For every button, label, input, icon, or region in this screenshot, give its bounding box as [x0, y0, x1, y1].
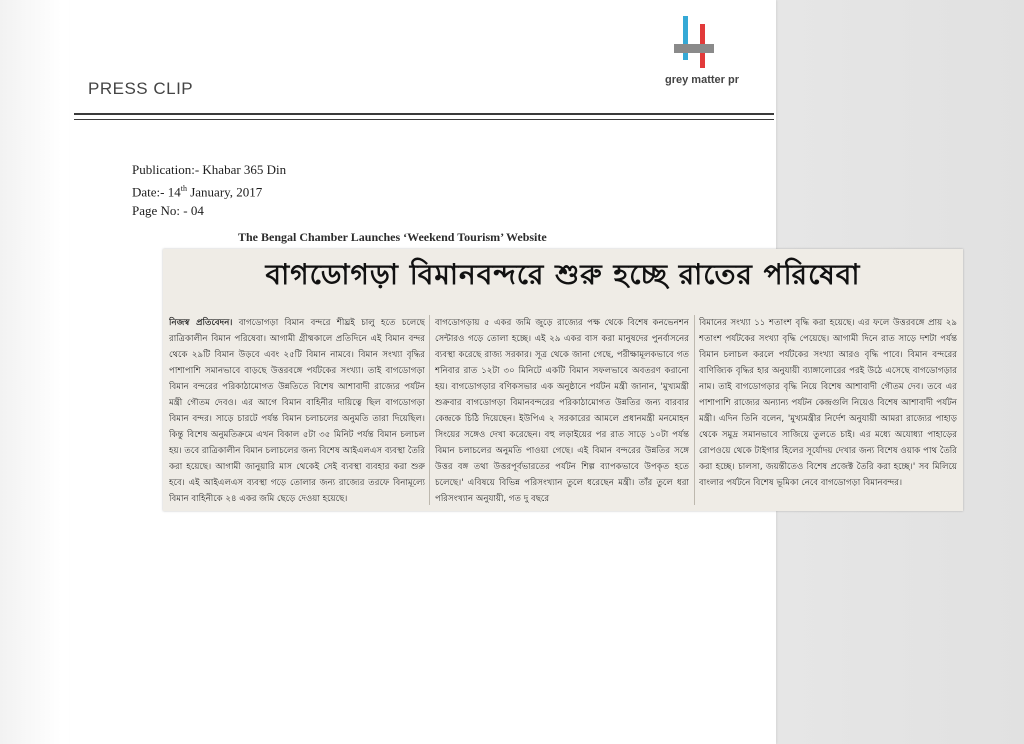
date-ordinal: th — [180, 184, 187, 193]
clip-metadata — [132, 160, 286, 220]
article-column-1-text: বাগডোগড়া বিমান বন্দরে শীঘ্রই চালু হতে চলেছে রাত্রিকালীন বিমান পরিষেবা। আগামী গ্রীষ্মকালে প্রতিদিনে এই বিমান বন্দর থেকে ২৯টি বিমান উড়বে এবং ২৫টি বিমান নামবে। বিমান সংখ্যা বৃদ্ধির পাশাপাশি সমানভাবে বাড়ছে উত্তরবঙ্গে পর্যটকের সংখ্যা। তাই বাগডোগড়া বিমান বন্দরের পরিকাঠামোগত উন্নতিতে বিশেষ আশাবাদী রাজ্যের পর্যটন মন্ত্রী গৌতম দেবও। এর আগে বিমান বাহিনীর দায়িত্বে ছিল বাগডোগড়া বিমান বন্দর। সাড়ে চারটে পর্যন্ত বিমান চলাচলের অনুমতি তারা দিয়েছিল। কিন্তু বিশেষ অনুমতিক্রমে এখন বিকাল ৫টা ৩৫ মিনিট পর্যন্ত বিমান চলাচল হয়। তবে রাত্রিকালীন বিমান চলাচলের জন্য বিশেষ আইএলএস ব্যবস্থা তৈরি করা হয়েছে। আগামী জানুয়ারি মাস থেকেই সেই ব্যবস্থা ব্যবহার করা শুরু হবে। এই আইএলএস ব্যবস্থা গড়ে তোলার জন্য রাজ্যের তরফে বিনামূল্যে বিমান বাহিনীকে ২৪ একর জমি ছেড়ে দেওয়া হয়েছে। — [169, 318, 425, 504]
page-number-line: Page No: - 04 — [132, 203, 204, 219]
header-rule-thin — [74, 119, 774, 120]
date-suffix: January, 2017 — [186, 184, 263, 200]
column-divider — [694, 315, 695, 505]
date-line — [132, 179, 286, 201]
english-headline: The Bengal Chamber Launches ‘Weekend Tourism’ Website — [238, 230, 547, 244]
article-column-1 — [169, 315, 425, 507]
publication-line: Publication:- Khabar 365 Din — [132, 162, 287, 177]
press-clip-label: PRESS CLIP — [88, 79, 194, 98]
header-rule — [74, 113, 774, 115]
logo-blue-bar — [683, 16, 688, 60]
article-column-2: বাগডোগড়ায় ৫ একর জমি জুড়ে রাজ্যের পক্ষ থেকে বিশেষ কনভেনশন সেন্টারও গড়ে তোলা হচ্ছে। এই ২৯ একর বাস করা মানুষদের পুনর্বাসনের ব্যবস্থা করেছে রাজ্য সরকার। সূত্র থেকে জানা গেছে, পরীক্ষামূলকভাবে গত শনিবার রাত ১২টা ৩০ মিনিটে একটি বিমান সফলভাবে অবতরণ করানো হয়। বাগডোগড়ার বণিকসভার এক অনুষ্ঠানে পর্যটন মন্ত্রী জানান, 'মুখ্যমন্ত্রী শুক্রবার বাগডোগড়া বিমানবন্দরের পরিকাঠামোগত উন্নতির জন্য বারবার কেন্দ্রকে চিঠি দিয়েছেন। ইউপিএ ২ সরকারের আমলে প্রধানমন্ত্রী মনমোহন সিংয়ের সঙ্গেও দেখা করেছেন। বহু লড়াইয়ের পর রাত সাড়ে ১০টা পর্যন্ত বিমান চলাচলের অনুমতি পাওয়া গেছে। এই বিমান বন্দরের উন্নতির সঙ্গে উত্তর বঙ্গ তথা উত্তরপূর্বভারতের পর্যটন শিল্প ব্যাপকভাবে উপকৃত হতে চলেছে।' এবিষয়ে বিভিন্ন পরিসংখ্যান তুলে ধরেছেন মন্ত্রী। তাঁর তুলে ধরা পরিসংখ্যান অনুযায়ী, গত দু বছরে — [435, 318, 689, 504]
logo-grey-band — [674, 44, 714, 53]
date-prefix: Date:- 14 — [132, 184, 181, 200]
bengali-headline: বাগডোগড়া বিমানবন্দরে শুরু হচ্ছে রাতের পরিষেবা — [265, 258, 861, 291]
article-column-3: বিমানের সংখ্যা ১১ শতাংশ বৃদ্ধি করা হয়েছে। এর ফলে উত্তরবঙ্গে প্রায় ২৯ শতাংশ পর্যটকের সংখ্যা বৃদ্ধি পেয়েছে। আগামী দিনে রাত সাড়ে দশটা পর্যন্ত বিমান চলাচল করলে পর্যটকের সংখ্যা আরও বৃদ্ধি পাবে। বিমান বন্দরের বাণিজ্যিক বৃদ্ধির হার অনুযায়ী ব্যাঙ্গালোরের পরই উঠে এসেছে বাগডোগড়ার নাম। তাই বাগডোগড়ার বৃদ্ধি নিয়ে বিশেষ আশাবাদী গৌতম দেব। তবে এর পাশাপাশি রাজ্যের অন্যান্য পর্যটন কেন্দ্রগুলি নিয়েও বিশেষ আশাবাদী পর্যটন মন্ত্রী। এদিন তিনি বলেন, 'মুখ্যমন্ত্রীর নির্দেশ অনুযায়ী আমরা রাজ্যের পাহাড় থেকে সমুদ্র সমানভাবে সাজিয়ে তুলতে চাই। এর মধ্যে অযোধ্যা পাহাড়ের রোপওয়ে থেকে টাইগার হিলের সূর্যোদয় দেখার জন্য বিশেষ ওয়াক পাথ তৈরি করা হচ্ছে। চালসা, জয়ন্তীতেও বিশেষ প্রজেক্ট তৈরি করা হচ্ছে।' সব মিলিয়ে বাংলার পর্যটনে বিশেষ ভূমিকা নেবে বাগডোগড়া বিমানবন্দর। — [699, 318, 957, 488]
logo-text: grey matter pr — [665, 74, 739, 86]
column-divider — [429, 315, 430, 505]
article-columns — [169, 315, 959, 507]
byline: নিজস্ব প্রতিবেদন। — [169, 318, 233, 328]
newspaper-clipping — [163, 249, 963, 511]
